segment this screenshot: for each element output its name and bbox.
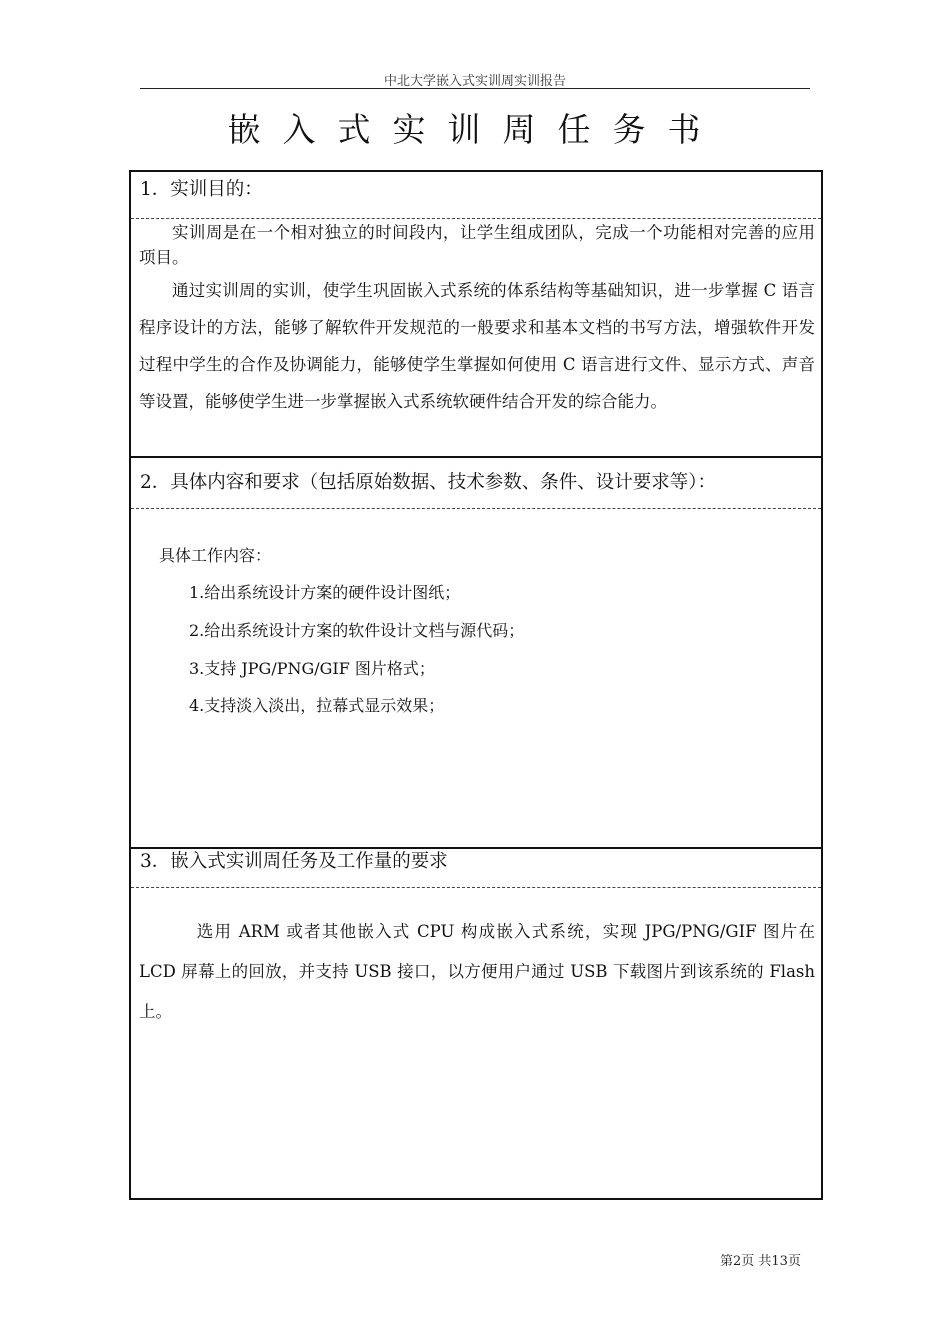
running-header: 中北大学嵌入式实训周实训报告 [383,74,566,89]
section-3-paragraph: 选用 ARM 或者其他嵌入式 CPU 构成嵌入式系统，实现 JPG/PNG/GIF 图片在 LCD 屏幕上的回放，并支持 USB 接口，以方便用户通过 USB 下载图片到该系统的 Flash 上。 [139,922,815,1021]
document-title: 嵌入式实训周任务书 [227,110,723,149]
section-3-divider [131,887,821,888]
work-content-title: 具体工作内容： [159,546,272,565]
table-bottom-rule [129,1199,823,1200]
section-2-heading: 2．具体内容和要求（包括原始数据、技术参数、条件、设计要求等）： [140,472,717,493]
section-1-heading: 1．实训目的： [140,179,263,200]
section-2-divider [131,508,821,509]
section-1-paragraph-2: 通过实训周的实训，使学生巩固嵌入式系统的体系结构等基础知识，进一步掌握 C 语言程序设计的方法，能够了解软件开发规范的一般要求和基本文档的书写方法，增强软件开发过程中学生的合作及协调能力，能够使学生掌握如何使用 C 语言进行文件、显示方式、声音等设置，能够使学生进一步掌握嵌入式系统软硬件结合开发的综合能力。 [139,281,815,411]
page-number: 第2页 共13页 [720,1254,801,1269]
task-table [129,170,823,1200]
section-1-paragraph-1: 实训周是在一个相对独立的时间段内，让学生组成团队，完成一个功能相对完善的应用项目。 [139,223,815,267]
header-rule [140,88,810,89]
work-item: 3.支持 JPG/PNG/GIF 图片格式； [189,659,435,678]
work-item: 2.给出系统设计方案的软件设计文档与源代码； [189,621,525,640]
work-item: 1.给出系统设计方案的硬件设计图纸； [189,583,461,602]
section-1-divider [131,218,821,219]
section-3-heading: 3．嵌入式实训周任务及工作量的要求 [140,851,448,872]
work-item: 4.支持淡入淡出，拉幕式显示效果； [189,696,445,715]
section-2-top-border [131,456,821,458]
